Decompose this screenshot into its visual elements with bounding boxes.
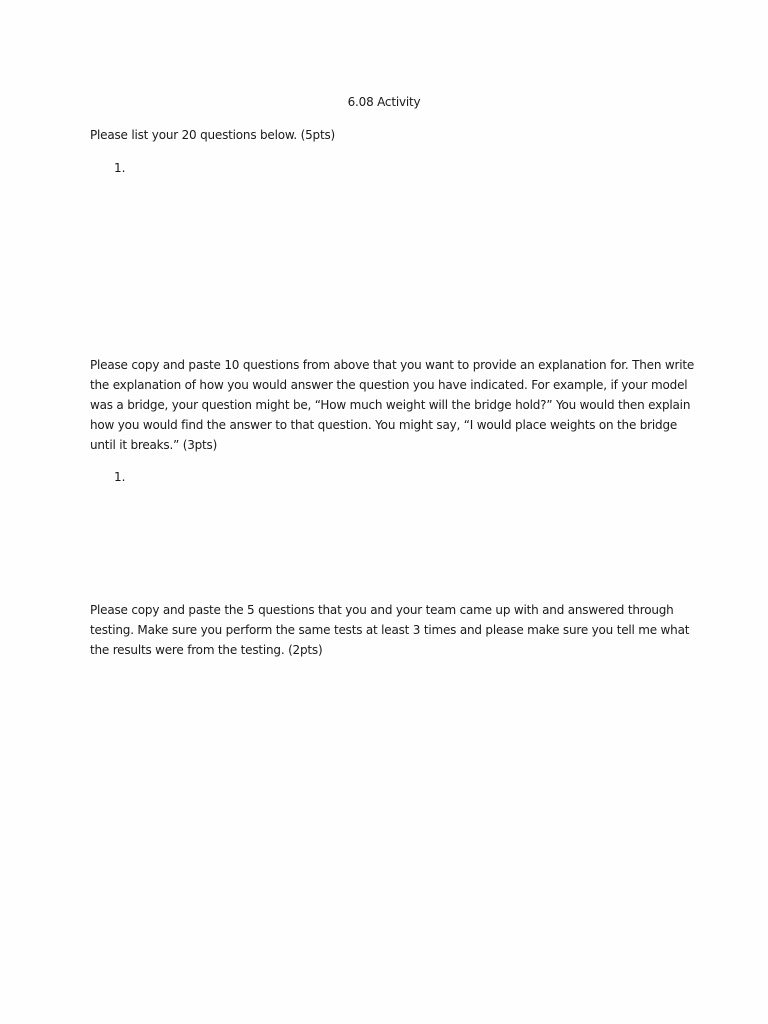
instruction-line: testing. Make sure you perform the same tests at least 3 times and please make sure you tell me what <box>90 623 690 637</box>
list-item-number: 1. <box>114 470 126 484</box>
document-title: 6.08 Activity <box>347 95 421 109</box>
instruction-line: the explanation of how you would answer the question you have indicated. For example, if your model <box>90 378 688 392</box>
explanation-instruction <box>90 355 695 455</box>
instruction-line: Please copy and paste the 5 questions that you and your team came up with and answered through <box>90 603 674 617</box>
instruction-line: Please copy and paste 10 questions from above that you want to provide an explanation for. Then write <box>90 358 695 372</box>
instruction-line: how you would find the answer to that question. You might say, “I would place weights on the bridge <box>90 418 678 432</box>
instruction-line: until it breaks.” (3pts) <box>90 438 218 452</box>
instruction-line: Please list your 20 questions below. (5pts) <box>90 128 335 142</box>
instruction-line: was a bridge, your question might be, “How much weight will the bridge hold?” You would then explain <box>90 398 691 412</box>
questions-instruction <box>90 125 690 145</box>
testing-instruction <box>90 600 690 660</box>
list-item-number: 1. <box>114 161 126 175</box>
instruction-line: the results were from the testing. (2pts) <box>90 643 323 657</box>
